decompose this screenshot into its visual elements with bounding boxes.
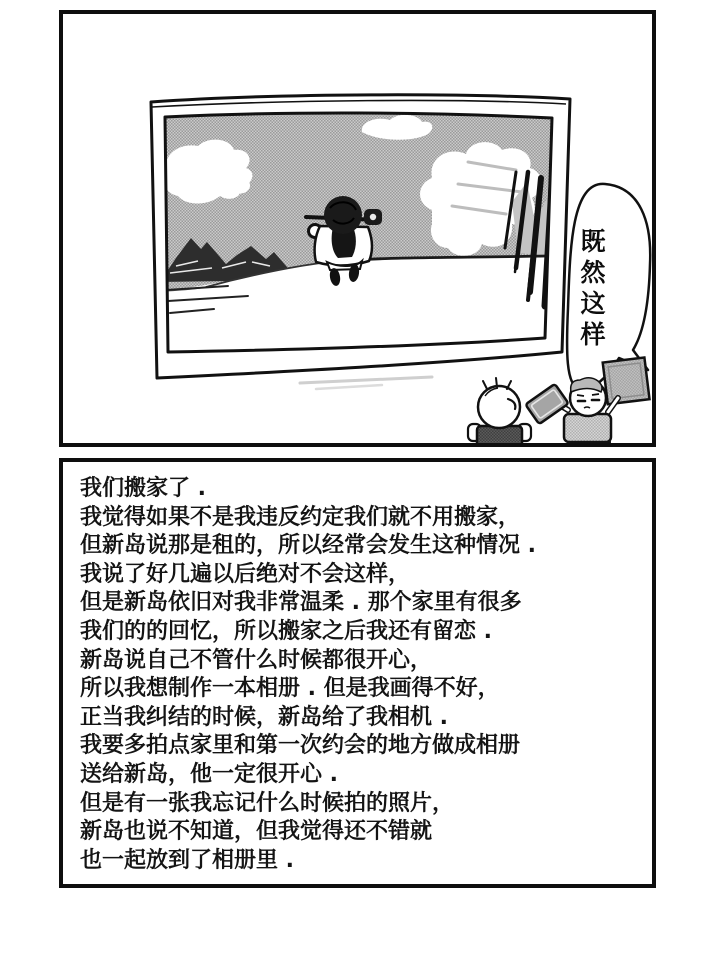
story-line: 我们搬家了 . (80, 476, 207, 501)
illustration-panel (59, 10, 656, 447)
story-line: 但新岛说那是租的，所以经常会发生这种情况 . (80, 533, 537, 559)
small-photo-card (525, 384, 568, 424)
story-line: 新岛也说不知道，但我觉得还不错就 (80, 819, 433, 845)
story-line: 送给新岛，他一定很开心 . (80, 761, 339, 787)
story-line: 我说了好几遍以后绝对不会这样， (80, 561, 411, 587)
story-line: 所以我想制作一本相册 . 但是我画得不好， (80, 676, 500, 702)
story-line: 我觉得如果不是我违反约定我们就不用搬家， (80, 504, 521, 530)
illustration-svg (63, 14, 652, 443)
story-line: 但是有一张我忘记什么时候拍的照片， (80, 790, 455, 816)
story-line: 我要多拍点家里和第一次约会的地方做成相册 (80, 733, 521, 759)
speech-bubble-text: 既然这样 (580, 227, 606, 349)
story-text (63, 462, 652, 875)
story-line: 我们的的回忆，所以搬家之后我还有留恋 . (80, 618, 493, 644)
large-photo-card (603, 357, 650, 404)
story-line: 也一起放到了相册里 . (80, 847, 295, 873)
story-line: 正当我纠结的时候，新岛给了我相机 . (80, 704, 449, 730)
frame-shadow (300, 377, 432, 389)
text-panel (59, 458, 656, 888)
chibi-character-back (468, 378, 531, 443)
story-line: 新岛说自己不管什么时候都很开心， (80, 647, 433, 673)
story-line: 但是新岛依旧对我非常温柔 . 那个家里有很多 (80, 590, 522, 616)
